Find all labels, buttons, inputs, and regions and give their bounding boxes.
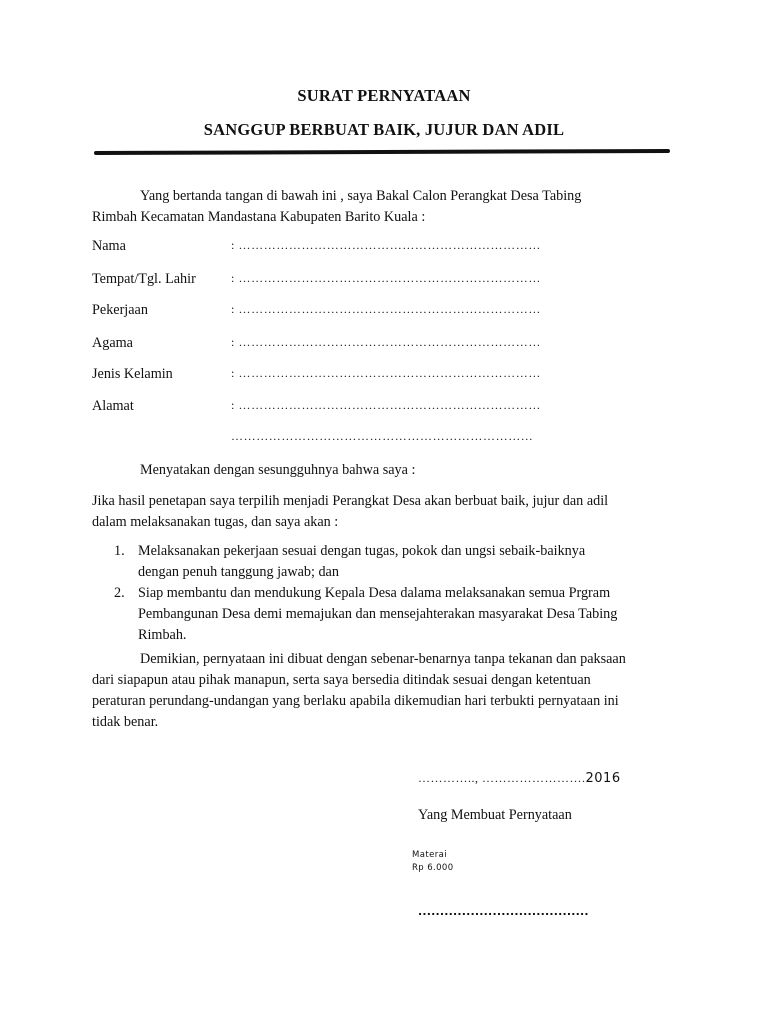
closing-paragraph [92,649,674,733]
field-blank: : ……………………………………………………………… [231,271,541,285]
condition-line: dalam melaksanakan tugas, dan saya akan : [92,514,339,530]
field-blank: : ……………………………………………………………… [231,366,541,380]
field-label: Pekerjaan [92,302,148,318]
closing-line: Demikian, pernyataan ini dibuat dengan sebenar-benarnya tanpa tekanan dan paksaan [140,651,626,667]
field-label: Nama [92,238,126,254]
condition-paragraph [92,491,674,533]
field-blank: : ……………………………………………………………… [231,302,541,316]
field-blank: : ……………………………………………………………… [231,238,541,252]
closing-line: peraturan perundang-undangan yang berlaku apabila dikemudian hari terbukti pernyataan ini [92,693,619,709]
document-subtitle: SANGGUP BERBUAT BAIK, JUJUR DAN ADIL [203,120,565,139]
materai-value: Rp 6.000 [412,863,454,873]
list-line: Siap membantu dan mendukung Kepala Desa dalama melaksanakan semua Prgram [138,585,611,601]
field-blank: : ……………………………………………………………… [231,398,541,412]
list-line: Melaksanakan pekerjaan sesuai dengan tugas, pokok dan ungsi sebaik-baiknya [138,543,586,559]
list-line: Pembangunan Desa demi memajukan dan mensejahterakan masyarakat Desa Tabing [138,606,618,622]
field-label: Alamat [92,398,134,414]
list-number: 2. [114,585,125,601]
closing-line: tidak benar. [92,714,159,730]
declaration-lead: Menyatakan dengan sesungguhnya bahwa saya : [140,462,416,478]
date-line [418,771,621,787]
list-line: Rimbah. [138,627,187,643]
field-label: Tempat/Tgl. Lahir [92,271,196,287]
intro-line: Yang bertanda tangan di bawah ini , saya Bakal Calon Perangkat Desa Tabing [140,188,582,204]
date-day-blank: ……………………. [482,771,586,785]
list-number: 1. [114,543,125,559]
field-label: Jenis Kelamin [92,366,173,382]
list-line: dengan penuh tanggung jawab; dan [138,564,339,580]
date-place-blank: ………….., [418,771,479,785]
signature-line: ....................................... [418,905,589,918]
list-body [138,583,674,646]
list-body [138,541,674,583]
field-label: Agama [92,335,133,351]
intro-paragraph [92,186,622,228]
field-blank: : ……………………………………………………………… [231,335,541,349]
condition-line: Jika hasil penetapan saya terpilih menjadi Perangkat Desa akan berbuat baik, jujur dan adil [92,493,609,509]
document-title: SURAT PERNYATAAN [297,86,471,105]
signer-title: Yang Membuat Pernyataan [418,807,572,823]
closing-line: dari siapapun atau pihak manapun, serta saya bersedia ditindak sesuai dengan ketentuan [92,672,591,688]
field-blank: ……………………………………………………………… [231,429,534,443]
intro-line: Rimbah Kecamatan Mandastana Kabupaten Barito Kuala : [92,209,426,225]
date-year: 2016 [585,771,621,786]
materai-label: Materai [412,850,447,860]
stamp-duty-box [412,849,454,875]
title-divider [94,149,670,155]
